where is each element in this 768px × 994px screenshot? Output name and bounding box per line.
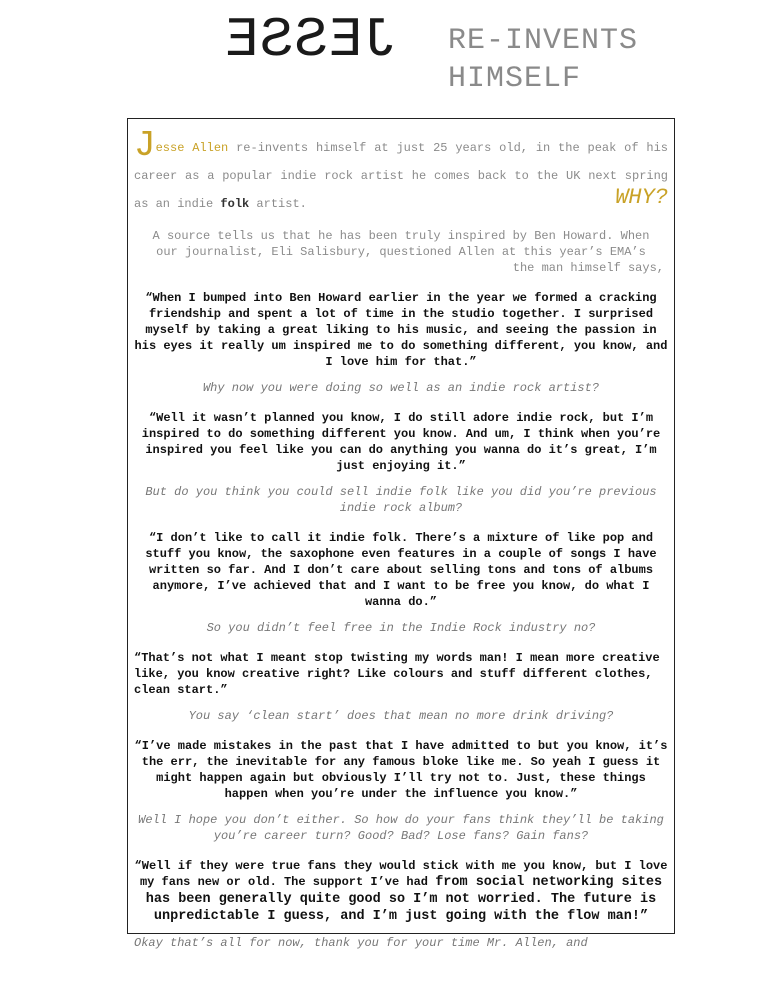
interview-answer: “Well it wasn’t planned you know, I do still adore indie rock, but I’m inspired to do something different you know. And um, I think when you’re inspired you feel like you can do anything you wanna do it’s great, I’m just enjoying it.” bbox=[141, 411, 661, 473]
interview-question: Well I hope you don’t either. So how do your fans think they’ll be taking you’re career turn? Good? Bad? Lose fans? Gain fans? bbox=[138, 813, 664, 843]
interview-question: So you didn’t feel free in the Indie Rock industry no? bbox=[206, 621, 596, 635]
headline-line-2: HIMSELF bbox=[448, 62, 582, 96]
intro-paragraph bbox=[134, 125, 668, 218]
interview-question: But do you think you could sell indie folk like you did you’re previous indie rock album? bbox=[145, 485, 657, 515]
interview-answer: “That’s not what I meant stop twisting my words man! I mean more creative like, you know creative right? Like colours and stuff different clothes, clean start.” bbox=[134, 651, 660, 697]
closing-line: Okay that’s all for now, thank you for your time Mr. Allen, and bbox=[134, 936, 588, 950]
title-jesse: JESSE bbox=[223, 8, 398, 72]
interview-question: Why now you were doing so well as an indie rock artist? bbox=[202, 381, 600, 395]
final-answer-part-2: from social networking sites has been generally quite good so I’m not worried. The future is unpredictable I guess, and I’m just going with the flow man!” bbox=[145, 875, 663, 924]
article-body bbox=[134, 125, 668, 951]
intro-text-1: re-invents himself at just 25 years old, in the peak of his career as a popular indie rock artist he comes back to the UK next spring as an indie bbox=[134, 141, 668, 211]
headline-line-1: RE-INVENTS bbox=[448, 24, 639, 58]
headline bbox=[448, 22, 638, 98]
why-heading: WHY? bbox=[615, 185, 668, 210]
drop-cap: J bbox=[134, 125, 156, 166]
final-answer-part-1: “Well if they were true fans they would stick with me you know, but I love my fans new or old. The support I’ve had bbox=[134, 859, 668, 889]
interview-question: You say ‘clean start’ does that mean no more drink driving? bbox=[188, 709, 614, 723]
final-answer bbox=[134, 858, 668, 925]
interview bbox=[134, 290, 668, 844]
source-line-3: the man himself says, bbox=[512, 261, 664, 275]
interview-answer: “I don’t like to call it indie folk. There’s a mixture of like pop and stuff you know, the saxophone even features in a couple of songs I have written so far. And I don’t care about selling tons and tons of albums anymore, I’ve achieved that and I want to be free you know, do what I wanna do.” bbox=[145, 531, 657, 609]
source-line-2: our journalist, Eli Salisbury, questioned Allen at this year’s EMA’s bbox=[156, 245, 646, 259]
interview-answer: “I’ve made mistakes in the past that I have admitted to but you know, it’s the err, the inevitable for any famous bloke like me. So yeah I guess it might happen again but obviously I’ll try not to. Just, these things happen when you’re under the influence you know.” bbox=[134, 739, 668, 801]
intro-text-2: artist. bbox=[249, 197, 307, 211]
intro-name: esse Allen bbox=[155, 141, 229, 155]
interview-answer: “When I bumped into Ben Howard earlier in the year we formed a cracking friendship and spent a lot of time in the studio together. I surprised myself by taking a great liking to his music, and seeing the passion in his eyes it really um inspired me to do something different, you know, and I love him for that.” bbox=[134, 291, 668, 369]
intro-bold-word: folk bbox=[220, 197, 250, 211]
source-paragraph bbox=[134, 228, 668, 276]
source-line-1: A source tells us that he has been truly inspired by Ben Howard. When bbox=[152, 229, 650, 243]
